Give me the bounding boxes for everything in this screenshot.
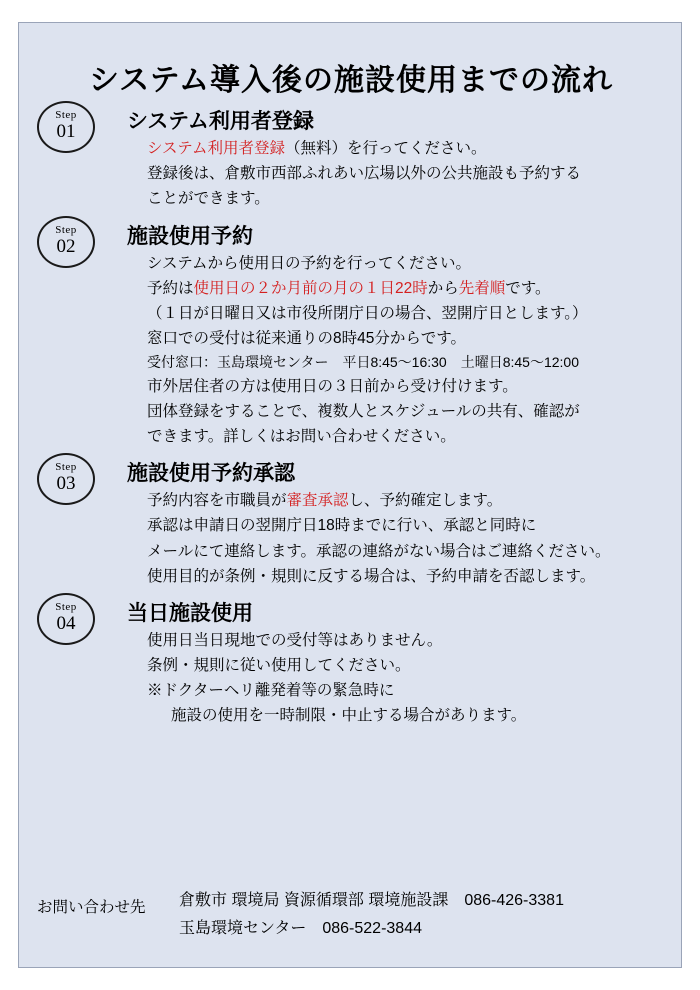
- contact-section: [19, 881, 683, 945]
- step-item-04: [19, 593, 683, 729]
- text-span: 予約内容を市職員が: [147, 492, 287, 510]
- text-span: 条例・規則に従い使用してください。: [147, 657, 411, 675]
- step-heading-01: システム利用者登録: [127, 109, 314, 133]
- step-heading-03: 施設使用予約承認: [127, 461, 295, 486]
- text-span: 窓口での受付は従来通りの8時45分からです。: [147, 330, 466, 348]
- text-line: [147, 326, 665, 351]
- text-line: [147, 424, 665, 449]
- step-body-03: [147, 488, 665, 588]
- text-span: （１日が日曜日又は市役所閉庁日の場合、翌開庁日とします。）: [147, 304, 588, 322]
- text-span: ※ドクターヘリ離発着等の緊急時に: [147, 682, 395, 700]
- text-line: [147, 653, 665, 678]
- text-line: [147, 539, 665, 564]
- text-line: [147, 703, 665, 728]
- page-title: システム導入後の施設使用までの流れ: [89, 63, 613, 98]
- text-span: システムから使用日の予約を行ってください。: [147, 254, 471, 272]
- text-line: [147, 276, 665, 301]
- text-line: [147, 488, 665, 513]
- text-span: 使用目的が条例・規則に反する場合は、予約申請を否認します。: [147, 567, 596, 585]
- text-span: ことができます。: [147, 190, 270, 208]
- text-line: [147, 186, 665, 211]
- text-line: [147, 513, 665, 538]
- text-span: システム利用者登録: [147, 140, 285, 158]
- text-span: 審査承認: [286, 492, 349, 510]
- step-item-03: [19, 453, 683, 589]
- text-span: から: [427, 279, 459, 297]
- text-line: [147, 564, 665, 589]
- text-span: メールにて連絡します。承認の連絡がない場合はご連絡ください。: [147, 542, 611, 560]
- text-span: 承認は申請日の翌開庁日18時までに行い、承認と同時に: [147, 517, 537, 535]
- text-span: です。: [505, 279, 551, 297]
- text-line: [147, 161, 665, 186]
- text-span: 予約は: [147, 279, 194, 297]
- text-span: 先着順: [458, 279, 506, 297]
- contact-lines: [179, 887, 669, 943]
- step-body-02: [147, 251, 665, 449]
- contact-line-1: 倉敷市 環境局 資源循環部 環境施設課 086-426-3381: [179, 892, 564, 909]
- text-line: [147, 399, 665, 424]
- text-span: 受付窓口：玉島環境センター 平日8:45～16:30 土曜日8:45～12:00: [147, 354, 580, 371]
- step-badge-04: [37, 593, 95, 645]
- step-badge-word: Step: [55, 109, 77, 121]
- step-badge-number: 02: [56, 235, 76, 257]
- text-line: [147, 251, 665, 276]
- contact-line-2: 玉島環境センター 086-522-3844: [179, 920, 423, 937]
- steps-list: [19, 101, 683, 732]
- text-line: [147, 628, 665, 653]
- step-heading-02: 施設使用予約: [127, 223, 253, 248]
- step-badge-word: Step: [55, 461, 77, 474]
- step-badge-number: 01: [56, 121, 76, 142]
- text-span: 市外居住者の方は使用日の３日前から受け付けます。: [147, 377, 518, 395]
- text-span: し、予約確定します。: [348, 492, 503, 510]
- step-badge-01: [37, 101, 95, 153]
- text-span: 団体登録をすることで、複数人とスケジュールの共有、確認が: [147, 402, 580, 420]
- text-line: [147, 374, 665, 399]
- text-line: [147, 678, 665, 703]
- text-span: 使用日当日現地での受付等はありません。: [147, 631, 443, 649]
- step-badge-word: Step: [55, 600, 77, 613]
- text-line: [147, 136, 665, 161]
- text-span: 施設の使用を一時制限・中止する場合があります。: [171, 707, 527, 725]
- step-heading-04: 当日施設使用: [127, 600, 253, 625]
- step-badge-number: 04: [56, 612, 76, 634]
- step-badge-number: 03: [56, 473, 76, 495]
- step-item-01: [19, 101, 683, 212]
- step-badge-03: [37, 453, 95, 505]
- step-body-04: [147, 628, 665, 728]
- step-badge-word: Step: [55, 223, 77, 236]
- step-item-02: [19, 216, 683, 450]
- step-badge-02: [37, 216, 95, 268]
- step-body-01: [147, 136, 665, 211]
- poster-sheet: [18, 22, 682, 968]
- contact-label: お問い合わせ先: [37, 899, 146, 916]
- text-line: [147, 301, 665, 326]
- text-span: 登録後は、倉敷市西部ふれあい広場以外の公共施設も予約する: [147, 165, 582, 183]
- text-span: （無料）を行ってください。: [284, 140, 487, 158]
- text-span: 使用日の２か月前の月の１日22時: [193, 279, 428, 297]
- text-line: [147, 351, 665, 374]
- text-span: できます。詳しくはお問い合わせください。: [147, 428, 456, 446]
